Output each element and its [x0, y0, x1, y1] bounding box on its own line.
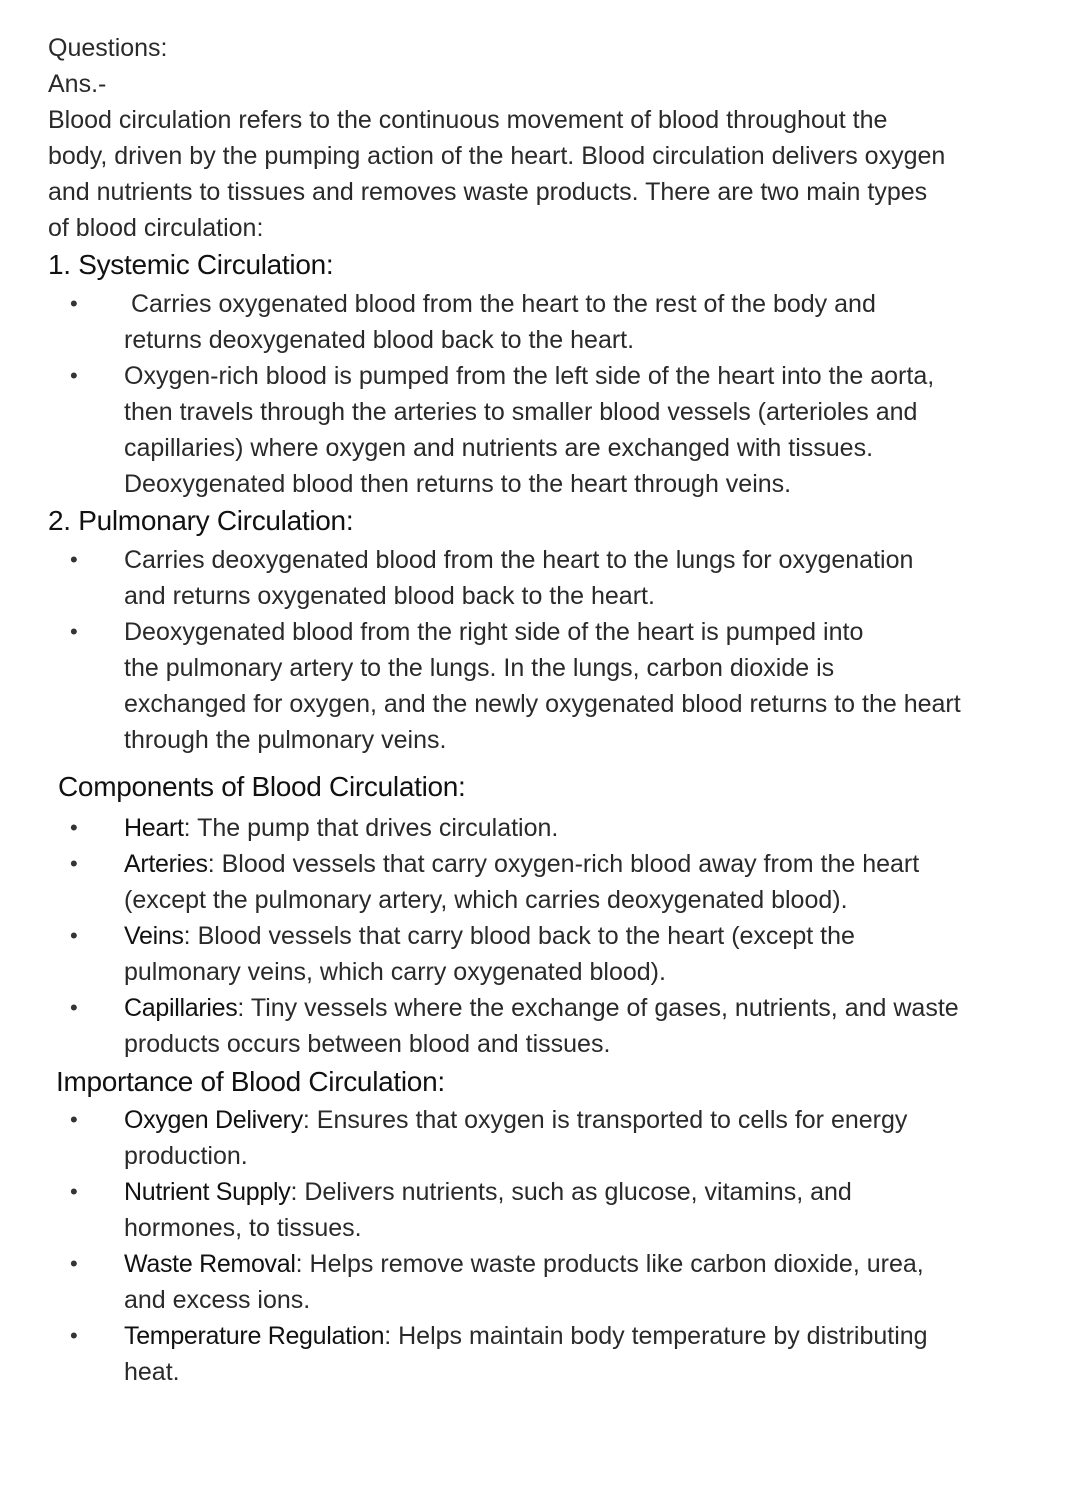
list-item-text: exchanged for oxygen, and the newly oxygenated blood returns to the heart — [124, 690, 961, 718]
list-item-text — [124, 1318, 928, 1354]
bullet-icon: • — [70, 1251, 78, 1276]
list-item-text: then travels through the arteries to smaller blood vessels (arterioles and — [124, 398, 918, 426]
list-item-text: Deoxygenated blood then returns to the heart through veins. — [124, 470, 792, 498]
term-veins: Veins — [124, 922, 184, 950]
list-item-text: (except the pulmonary artery, which carries deoxygenated blood). — [124, 886, 848, 914]
bullet-icon: • — [70, 1107, 78, 1132]
list-item-text — [124, 990, 959, 1026]
list-item-text — [124, 1174, 852, 1210]
term-nutrient-supply: Nutrient Supply — [124, 1178, 291, 1206]
list-item-text — [124, 1102, 907, 1138]
bullet-icon: • — [70, 619, 78, 644]
bullet-icon: • — [70, 923, 78, 948]
definition-text: : Tiny vessels where the exchange of gases, nutrients, and waste — [237, 994, 959, 1022]
list-item-text: Deoxygenated blood from the right side of the heart is pumped into — [124, 618, 864, 646]
components-heading: Components of Blood Circulation: — [58, 771, 466, 802]
list-item-text: and excess ions. — [124, 1286, 311, 1314]
list-item-text: returns deoxygenated blood back to the heart. — [124, 326, 635, 354]
definition-text: : Helps remove waste products like carbon dioxide, urea, — [295, 1250, 924, 1278]
list-item-text: hormones, to tissues. — [124, 1214, 362, 1242]
importance-heading: Importance of Blood Circulation: — [56, 1066, 445, 1097]
list-item-text: Carries oxygenated blood from the heart to the rest of the body and — [124, 290, 876, 318]
definition-text: : The pump that drives circulation. — [183, 814, 559, 842]
intro-line: body, driven by the pumping action of the heart. Blood circulation delivers oxygen — [48, 142, 946, 170]
list-item-text: capillaries) where oxygen and nutrients are exchanged with tissues. — [124, 434, 874, 462]
definition-text: : Helps maintain body temperature by distributing — [384, 1322, 928, 1350]
list-item-text: pulmonary veins, which carry oxygenated blood). — [124, 958, 666, 986]
list-item-text: production. — [124, 1142, 248, 1170]
definition-text: : Delivers nutrients, such as glucose, vitamins, and — [290, 1178, 852, 1206]
bullet-icon: • — [70, 815, 78, 840]
definition-text: : Blood vessels that carry blood back to the heart (except the — [183, 922, 855, 950]
term-oxygen-delivery: Oxygen Delivery — [124, 1106, 303, 1134]
bullet-icon: • — [70, 995, 78, 1020]
list-item-text: Carries deoxygenated blood from the heart to the lungs for oxygenation — [124, 546, 914, 574]
bullet-icon: • — [70, 547, 78, 572]
list-item-text: products occurs between blood and tissues. — [124, 1030, 611, 1058]
list-item-text: heat. — [124, 1358, 180, 1386]
term-waste-removal: Waste Removal — [124, 1250, 296, 1278]
intro-line: and nutrients to tissues and removes waste products. There are two main types — [48, 178, 928, 206]
term-temperature-regulation: Temperature Regulation — [124, 1322, 385, 1350]
term-heart: Heart — [124, 814, 184, 842]
answer-label: Ans.- — [48, 70, 107, 98]
questions-label: Questions: — [48, 34, 168, 62]
definition-text: : Blood vessels that carry oxygen-rich blood away from the heart — [207, 850, 920, 878]
list-item-text: and returns oxygenated blood back to the heart. — [124, 582, 655, 610]
bullet-icon: • — [70, 1323, 78, 1348]
list-item-text — [124, 1246, 924, 1282]
systemic-heading: 1. Systemic Circulation: — [48, 249, 334, 280]
list-item-text — [124, 846, 919, 882]
pulmonary-heading: 2. Pulmonary Circulation: — [48, 505, 354, 536]
list-item-text: Oxygen-rich blood is pumped from the left side of the heart into the aorta, — [124, 362, 935, 390]
intro-line: Blood circulation refers to the continuous movement of blood throughout the — [48, 106, 888, 134]
intro-line: of blood circulation: — [48, 214, 264, 242]
bullet-icon: • — [70, 851, 78, 876]
term-arteries: Arteries — [124, 850, 208, 878]
list-item-text: through the pulmonary veins. — [124, 726, 447, 754]
bullet-icon: • — [70, 363, 78, 388]
bullet-icon: • — [70, 1179, 78, 1204]
list-item-text — [124, 810, 558, 846]
list-item-text — [124, 918, 855, 954]
term-capillaries: Capillaries — [124, 994, 238, 1022]
list-item-text: the pulmonary artery to the lungs. In the lungs, carbon dioxide is — [124, 654, 835, 682]
definition-text: : Ensures that oxygen is transported to cells for energy — [302, 1106, 908, 1134]
bullet-icon: • — [70, 291, 78, 316]
